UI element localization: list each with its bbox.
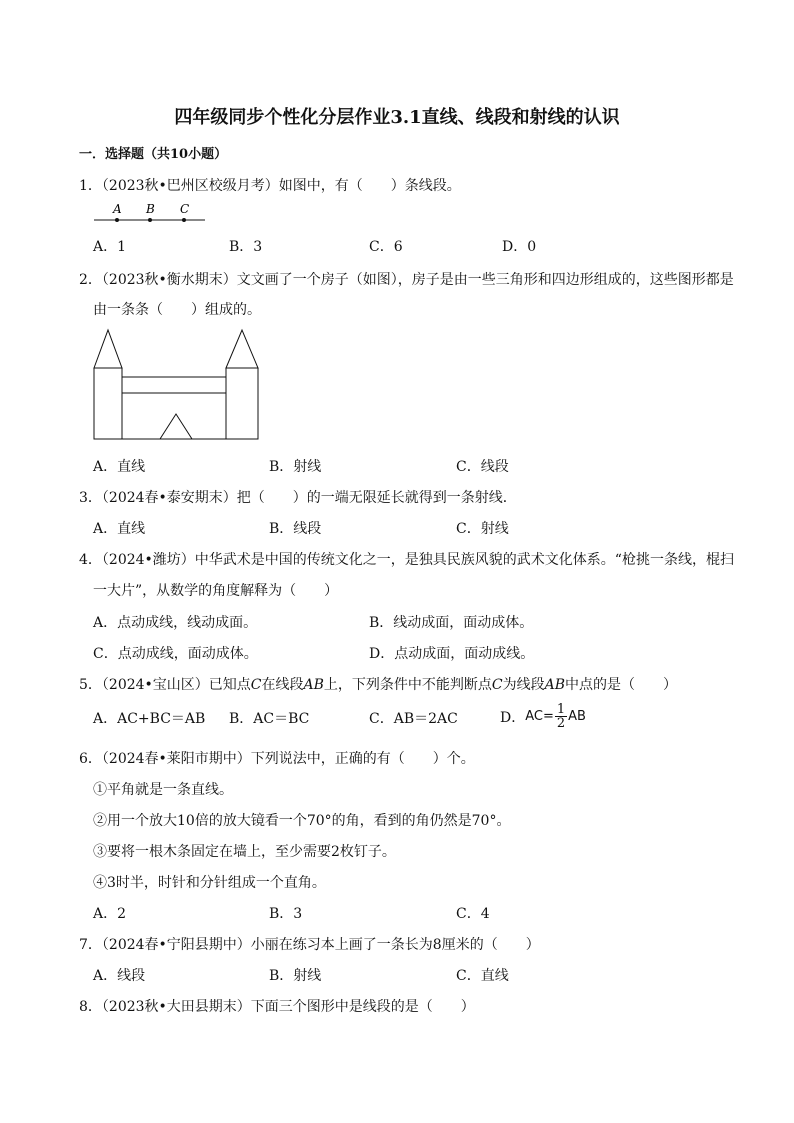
q6-option-c: C．4 <box>456 906 490 922</box>
question-3-text: 3．（2024春•泰安期末）把（ ）的一端无限延长就得到一条射线． <box>79 490 517 506</box>
right-tower-body <box>226 368 258 439</box>
door-triangle <box>160 414 192 439</box>
q7-option-b: B．射线 <box>269 968 322 984</box>
point-b-dot <box>148 218 152 222</box>
q3-option-b: B．线段 <box>269 521 322 537</box>
q5-option-a: A．AC+BC＝AB <box>93 711 206 727</box>
q2-option-b: B．射线 <box>269 459 322 475</box>
left-tower-body <box>94 368 122 439</box>
fraction-one-half <box>555 703 567 730</box>
q5-point-c: C <box>491 677 503 693</box>
point-c-dot <box>182 218 186 222</box>
question-6-statement-4: ④3时半，时针和分针组成一个直角。 <box>93 875 326 891</box>
fraction-numerator: 1 <box>556 702 566 717</box>
question-2-text-line2: 由一条条（ ）组成的。 <box>93 302 261 318</box>
right-tower-roof <box>226 330 258 368</box>
q6-option-b: B．3 <box>269 906 303 922</box>
question-6-statement-3: ③要将一根木条固定在墙上，至少需要2枚钉子。 <box>93 844 396 860</box>
section-heading: 一．选择题（共10小题） <box>79 147 228 162</box>
question-8-text: 8．（2023秋•大田县期末）下面三个图形中是线段的是（ ） <box>79 999 475 1015</box>
house-figure <box>90 325 265 443</box>
question-5-text <box>79 674 677 694</box>
q1-option-b: B．3 <box>229 239 263 255</box>
point-c-label: C <box>180 202 190 216</box>
point-a-label: A <box>113 202 122 216</box>
q5-segment-ab: AB <box>303 677 324 693</box>
question-1-figure <box>92 200 212 226</box>
q2-option-a: A．直线 <box>93 459 146 475</box>
q1-option-c: C．6 <box>369 239 403 255</box>
q4-option-a: A．点动成线，线动成面。 <box>93 615 258 631</box>
q5-point-c: C <box>250 677 262 693</box>
q5-text-part: 中点的是（ ） <box>565 677 678 693</box>
q5-text-part: 上，下列条件中不能判断点 <box>323 677 492 693</box>
fraction-denominator: 2 <box>556 716 566 731</box>
question-6-text: 6．（2024春•莱阳市期中）下列说法中，正确的有（ ）个。 <box>79 751 475 767</box>
q7-option-c: C．直线 <box>456 968 509 984</box>
q4-option-d: D．点动成面，面动成线。 <box>369 646 535 662</box>
q4-option-c: C．点动成线，面动成体。 <box>93 646 258 662</box>
q1-option-a: A．1 <box>93 239 127 255</box>
q4-option-b: B．线动成面，面动成体。 <box>369 615 534 631</box>
q5-segment-ab: AB <box>544 677 566 693</box>
house-wall <box>122 377 226 439</box>
q5-text-part: 为线段 <box>502 677 545 693</box>
q2-option-c: C．线段 <box>456 459 509 475</box>
question-2-text-line1: 2．（2023秋•衡水期末）文文画了一个房子（如图），房子是由一些三角形和四边形组成的，这些图形都是 <box>79 272 734 288</box>
q5-text-part: 5．（2024•宝山区）已知点 <box>79 677 251 693</box>
question-6-statement-1: ①平角就是一条直线。 <box>93 782 233 798</box>
question-1-text: 1．（2023秋•巴州区校级月考）如图中，有（ ）条线段。 <box>79 178 461 194</box>
q1-option-d: D．0 <box>502 239 537 255</box>
q5-option-d <box>500 703 586 730</box>
q6-option-a: A．2 <box>93 906 127 922</box>
q5-option-b: B．AC＝BC <box>229 711 310 727</box>
q5-option-d-lhs: AC= <box>525 709 554 724</box>
question-4-text-line2: 一大片”，从数学的角度解释为（ ） <box>93 583 339 599</box>
q5-option-c: C．AB＝2AC <box>369 711 458 727</box>
question-6-statement-2: ②用一个放大10倍的放大镜看一个70°的角，看到的角仍然是70°。 <box>93 813 511 829</box>
q7-option-a: A．线段 <box>93 968 146 984</box>
q5-text-part: 在线段 <box>261 677 304 693</box>
question-4-text-line1: 4．（2024•潍坊）中华武术是中国的传统文化之一，是独具民族风貌的武术文化体系。“枪挑一条线，棍扫 <box>79 552 734 568</box>
page-title: 四年级同步个性化分层作业3.1直线、线段和射线的认识 <box>174 107 620 128</box>
q3-option-a: A．直线 <box>93 521 146 537</box>
q5-option-d-rhs: AB <box>568 709 586 724</box>
point-a-dot <box>115 218 119 222</box>
point-b-label: B <box>146 202 155 216</box>
q5-option-d-prefix: D． <box>500 709 526 726</box>
question-7-text: 7．（2024春•宁阳县期中）小丽在练习本上画了一条长为8厘米的（ ） <box>79 937 540 953</box>
left-tower-roof <box>94 330 122 368</box>
q3-option-c: C．射线 <box>456 521 509 537</box>
